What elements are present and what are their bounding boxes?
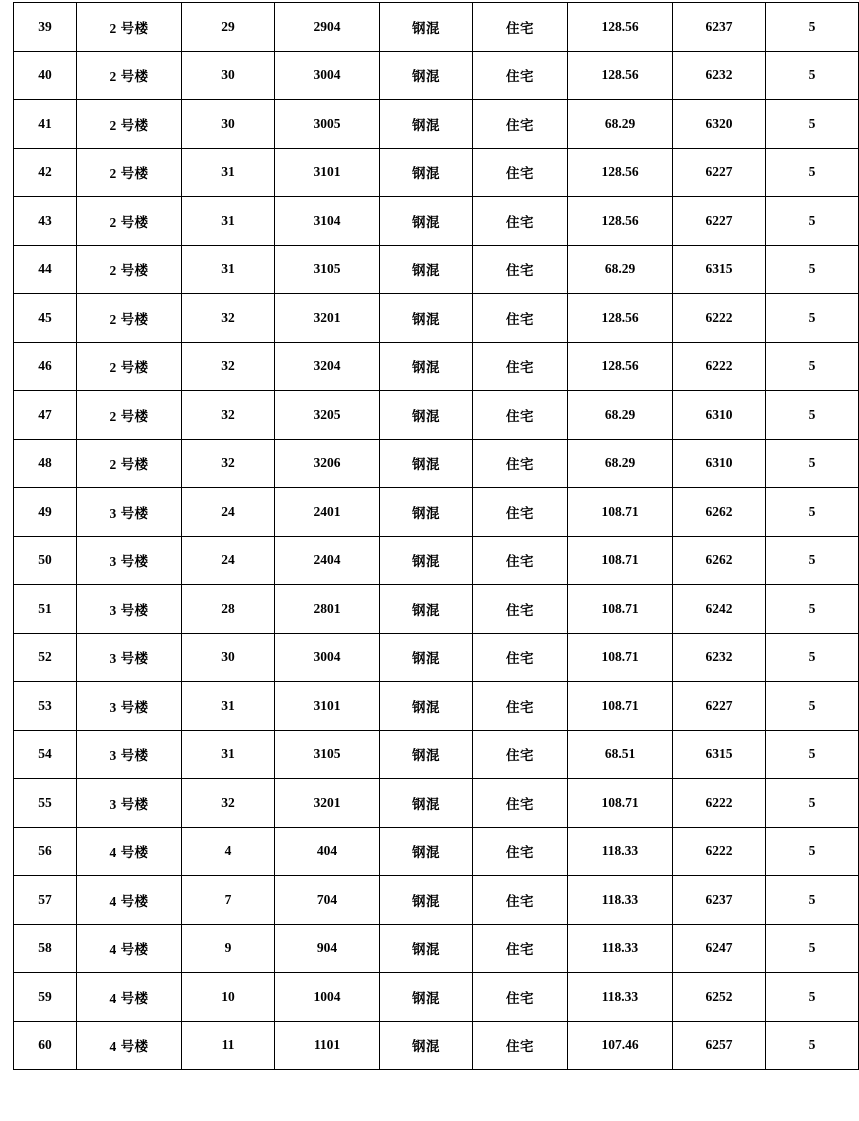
table-cell: 5 xyxy=(766,633,859,682)
table-cell: 住宅 xyxy=(473,391,568,440)
table-row xyxy=(14,973,859,1022)
table-cell: 钢混 xyxy=(380,876,473,925)
table-cell: 5 xyxy=(766,1021,859,1070)
table-cell: 5 xyxy=(766,779,859,828)
table-cell: 3 号楼 xyxy=(77,682,182,731)
table-cell: 108.71 xyxy=(568,488,673,537)
table-cell: 11 xyxy=(182,1021,275,1070)
table-cell: 5 xyxy=(766,100,859,149)
table-row xyxy=(14,827,859,876)
table-cell: 住宅 xyxy=(473,827,568,876)
table-row xyxy=(14,876,859,925)
table-row xyxy=(14,197,859,246)
table-cell: 钢混 xyxy=(380,924,473,973)
table-cell: 118.33 xyxy=(568,876,673,925)
table-cell: 47 xyxy=(14,391,77,440)
table-cell: 107.46 xyxy=(568,1021,673,1070)
table-cell: 6310 xyxy=(673,391,766,440)
table-cell: 49 xyxy=(14,488,77,537)
table-cell: 9 xyxy=(182,924,275,973)
table-cell: 3104 xyxy=(275,197,380,246)
table-cell: 31 xyxy=(182,682,275,731)
table-cell: 5 xyxy=(766,682,859,731)
table-cell: 住宅 xyxy=(473,633,568,682)
table-cell: 住宅 xyxy=(473,148,568,197)
table-cell: 128.56 xyxy=(568,197,673,246)
table-cell: 3105 xyxy=(275,245,380,294)
table-cell: 2 号楼 xyxy=(77,51,182,100)
table-cell: 6315 xyxy=(673,245,766,294)
table-cell: 6227 xyxy=(673,197,766,246)
table-cell: 钢混 xyxy=(380,827,473,876)
table-cell: 30 xyxy=(182,100,275,149)
table-row xyxy=(14,148,859,197)
table-cell: 钢混 xyxy=(380,294,473,343)
table-cell: 108.71 xyxy=(568,779,673,828)
table-row xyxy=(14,342,859,391)
table-cell: 6320 xyxy=(673,100,766,149)
table-cell: 3004 xyxy=(275,633,380,682)
table-cell: 43 xyxy=(14,197,77,246)
table-cell: 3101 xyxy=(275,682,380,731)
table-cell: 2 号楼 xyxy=(77,245,182,294)
table-cell: 32 xyxy=(182,779,275,828)
table-cell: 钢混 xyxy=(380,197,473,246)
table-cell: 40 xyxy=(14,51,77,100)
table-cell: 28 xyxy=(182,585,275,634)
table-row xyxy=(14,294,859,343)
table-cell: 钢混 xyxy=(380,100,473,149)
table-row xyxy=(14,924,859,973)
table-cell: 3 号楼 xyxy=(77,536,182,585)
table-cell: 住宅 xyxy=(473,342,568,391)
table-cell: 住宅 xyxy=(473,682,568,731)
table-cell: 118.33 xyxy=(568,924,673,973)
table-cell: 6222 xyxy=(673,779,766,828)
table-cell: 108.71 xyxy=(568,536,673,585)
table-cell: 2 号楼 xyxy=(77,197,182,246)
table-row xyxy=(14,3,859,52)
table-cell: 53 xyxy=(14,682,77,731)
table-cell: 30 xyxy=(182,51,275,100)
table-cell: 钢混 xyxy=(380,439,473,488)
table-cell: 60 xyxy=(14,1021,77,1070)
table-cell: 5 xyxy=(766,3,859,52)
table-cell: 46 xyxy=(14,342,77,391)
table-cell: 2 号楼 xyxy=(77,391,182,440)
table-cell: 3 号楼 xyxy=(77,730,182,779)
table-cell: 5 xyxy=(766,294,859,343)
table-cell: 钢混 xyxy=(380,973,473,1022)
table-cell: 31 xyxy=(182,245,275,294)
table-cell: 29 xyxy=(182,3,275,52)
table-cell: 3206 xyxy=(275,439,380,488)
table-row xyxy=(14,682,859,731)
table-cell: 6227 xyxy=(673,682,766,731)
table-cell: 68.29 xyxy=(568,100,673,149)
table-cell: 128.56 xyxy=(568,148,673,197)
table-cell: 5 xyxy=(766,439,859,488)
table-cell: 3101 xyxy=(275,148,380,197)
table-cell: 住宅 xyxy=(473,245,568,294)
table-cell: 10 xyxy=(182,973,275,1022)
table-cell: 51 xyxy=(14,585,77,634)
table-cell: 1101 xyxy=(275,1021,380,1070)
table-cell: 钢混 xyxy=(380,633,473,682)
table-cell: 钢混 xyxy=(380,682,473,731)
table-cell: 118.33 xyxy=(568,973,673,1022)
table-cell: 住宅 xyxy=(473,924,568,973)
table-row xyxy=(14,245,859,294)
table-cell: 3201 xyxy=(275,779,380,828)
table-cell: 住宅 xyxy=(473,876,568,925)
table-cell: 68.29 xyxy=(568,439,673,488)
table-cell: 4 xyxy=(182,827,275,876)
table-cell: 1004 xyxy=(275,973,380,1022)
table-cell: 住宅 xyxy=(473,779,568,828)
table-cell: 32 xyxy=(182,439,275,488)
table-cell: 5 xyxy=(766,585,859,634)
table-cell: 钢混 xyxy=(380,585,473,634)
table-cell: 32 xyxy=(182,342,275,391)
table-cell: 4 号楼 xyxy=(77,1021,182,1070)
table-cell: 58 xyxy=(14,924,77,973)
table-cell: 3 号楼 xyxy=(77,633,182,682)
table-cell: 住宅 xyxy=(473,585,568,634)
table-row xyxy=(14,779,859,828)
table-cell: 5 xyxy=(766,342,859,391)
table-cell: 128.56 xyxy=(568,294,673,343)
table-cell: 118.33 xyxy=(568,827,673,876)
table-cell: 住宅 xyxy=(473,439,568,488)
table-cell: 32 xyxy=(182,391,275,440)
table-cell: 6237 xyxy=(673,876,766,925)
table-cell: 住宅 xyxy=(473,51,568,100)
document-page xyxy=(0,2,816,1121)
table-cell: 31 xyxy=(182,197,275,246)
table-cell: 住宅 xyxy=(473,1021,568,1070)
table-cell: 住宅 xyxy=(473,3,568,52)
table-cell: 住宅 xyxy=(473,973,568,1022)
table-cell: 钢混 xyxy=(380,245,473,294)
table-cell: 2 号楼 xyxy=(77,294,182,343)
table-cell: 45 xyxy=(14,294,77,343)
table-cell: 钢混 xyxy=(380,3,473,52)
table-cell: 钢混 xyxy=(380,536,473,585)
table-row xyxy=(14,1021,859,1070)
table-cell: 2801 xyxy=(275,585,380,634)
table-row xyxy=(14,51,859,100)
table-cell: 2 号楼 xyxy=(77,439,182,488)
table-cell: 5 xyxy=(766,51,859,100)
table-cell: 6262 xyxy=(673,488,766,537)
table-cell: 57 xyxy=(14,876,77,925)
table-row xyxy=(14,536,859,585)
table-cell: 59 xyxy=(14,973,77,1022)
table-cell: 钢混 xyxy=(380,730,473,779)
table-cell: 24 xyxy=(182,536,275,585)
table-cell: 钢混 xyxy=(380,391,473,440)
table-cell: 52 xyxy=(14,633,77,682)
table-cell: 41 xyxy=(14,100,77,149)
table-cell: 128.56 xyxy=(568,51,673,100)
table-cell: 住宅 xyxy=(473,197,568,246)
table-cell: 3105 xyxy=(275,730,380,779)
table-cell: 3201 xyxy=(275,294,380,343)
table-cell: 3004 xyxy=(275,51,380,100)
table-cell: 704 xyxy=(275,876,380,925)
table-cell: 6232 xyxy=(673,51,766,100)
table-cell: 404 xyxy=(275,827,380,876)
table-cell: 44 xyxy=(14,245,77,294)
table-cell: 39 xyxy=(14,3,77,52)
table-cell: 5 xyxy=(766,924,859,973)
table-cell: 6257 xyxy=(673,1021,766,1070)
table-cell: 3204 xyxy=(275,342,380,391)
table-cell: 住宅 xyxy=(473,536,568,585)
table-cell: 6237 xyxy=(673,3,766,52)
table-cell: 5 xyxy=(766,536,859,585)
table-cell: 55 xyxy=(14,779,77,828)
table-cell: 6232 xyxy=(673,633,766,682)
table-cell: 钢混 xyxy=(380,148,473,197)
table-row xyxy=(14,730,859,779)
table-cell: 住宅 xyxy=(473,730,568,779)
table-cell: 钢混 xyxy=(380,51,473,100)
table-cell: 2904 xyxy=(275,3,380,52)
table-cell: 50 xyxy=(14,536,77,585)
table-row xyxy=(14,100,859,149)
table-row xyxy=(14,391,859,440)
table-cell: 5 xyxy=(766,827,859,876)
table-cell: 7 xyxy=(182,876,275,925)
table-cell: 5 xyxy=(766,730,859,779)
table-cell: 56 xyxy=(14,827,77,876)
table-cell: 3 号楼 xyxy=(77,488,182,537)
table-cell: 6222 xyxy=(673,827,766,876)
table-cell: 32 xyxy=(182,294,275,343)
table-cell: 3005 xyxy=(275,100,380,149)
table-cell: 2 号楼 xyxy=(77,148,182,197)
table-cell: 6315 xyxy=(673,730,766,779)
table-cell: 住宅 xyxy=(473,488,568,537)
table-cell: 2 号楼 xyxy=(77,342,182,391)
table-cell: 54 xyxy=(14,730,77,779)
table-cell: 108.71 xyxy=(568,585,673,634)
table-cell: 904 xyxy=(275,924,380,973)
table-cell: 5 xyxy=(766,148,859,197)
table-cell: 4 号楼 xyxy=(77,973,182,1022)
table-cell: 6252 xyxy=(673,973,766,1022)
table-cell: 48 xyxy=(14,439,77,488)
table-cell: 2 号楼 xyxy=(77,100,182,149)
table-row xyxy=(14,633,859,682)
table-cell: 30 xyxy=(182,633,275,682)
table-cell: 24 xyxy=(182,488,275,537)
table-cell: 108.71 xyxy=(568,633,673,682)
table-cell: 5 xyxy=(766,876,859,925)
table-cell: 6310 xyxy=(673,439,766,488)
table-cell: 31 xyxy=(182,148,275,197)
table-cell: 42 xyxy=(14,148,77,197)
table-body xyxy=(14,3,859,1070)
table-row xyxy=(14,488,859,537)
table-cell: 5 xyxy=(766,488,859,537)
table-cell: 钢混 xyxy=(380,1021,473,1070)
table-cell: 钢混 xyxy=(380,342,473,391)
table-cell: 6247 xyxy=(673,924,766,973)
table-cell: 住宅 xyxy=(473,100,568,149)
table-cell: 68.51 xyxy=(568,730,673,779)
table-cell: 钢混 xyxy=(380,779,473,828)
table-cell: 3 号楼 xyxy=(77,779,182,828)
table-cell: 6222 xyxy=(673,294,766,343)
table-cell: 4 号楼 xyxy=(77,876,182,925)
table-cell: 108.71 xyxy=(568,682,673,731)
table-cell: 钢混 xyxy=(380,488,473,537)
table-cell: 68.29 xyxy=(568,245,673,294)
table-cell: 6227 xyxy=(673,148,766,197)
table-cell: 5 xyxy=(766,973,859,1022)
table-cell: 5 xyxy=(766,391,859,440)
table-cell: 6242 xyxy=(673,585,766,634)
table-cell: 6222 xyxy=(673,342,766,391)
table-cell: 5 xyxy=(766,197,859,246)
table-row xyxy=(14,439,859,488)
table-cell: 4 号楼 xyxy=(77,827,182,876)
table-row xyxy=(14,585,859,634)
table-cell: 6262 xyxy=(673,536,766,585)
table-cell: 3 号楼 xyxy=(77,585,182,634)
table-cell: 128.56 xyxy=(568,342,673,391)
table-cell: 68.29 xyxy=(568,391,673,440)
table-cell: 2 号楼 xyxy=(77,3,182,52)
table-cell: 5 xyxy=(766,245,859,294)
table-cell: 3205 xyxy=(275,391,380,440)
table-cell: 住宅 xyxy=(473,294,568,343)
table-cell: 128.56 xyxy=(568,3,673,52)
table-cell: 2404 xyxy=(275,536,380,585)
table-cell: 4 号楼 xyxy=(77,924,182,973)
table-cell: 2401 xyxy=(275,488,380,537)
property-listing-table xyxy=(13,2,859,1070)
table-cell: 31 xyxy=(182,730,275,779)
